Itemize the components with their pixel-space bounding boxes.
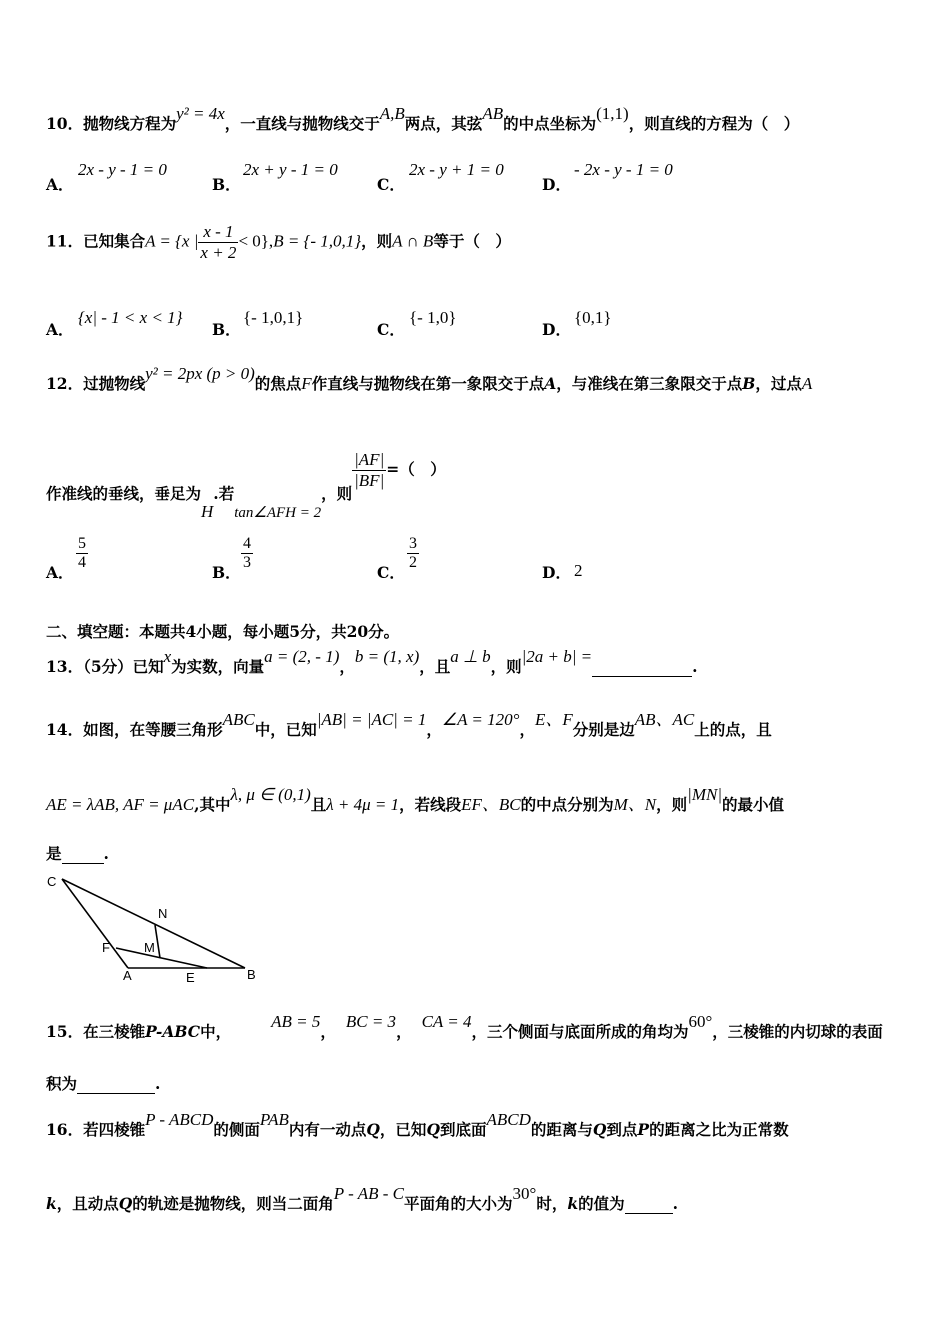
q12-option-b-denominator: 3 xyxy=(243,554,251,571)
q10-stem xyxy=(46,104,800,134)
q13-text: ，则 xyxy=(490,657,522,676)
q11-setA: A = {x | xyxy=(145,231,199,251)
q12-point-b: B xyxy=(742,374,756,393)
q12-point-a: A xyxy=(544,374,557,393)
q13-end: . xyxy=(692,657,698,676)
q16-constant-k: k xyxy=(46,1194,57,1213)
q12-focus: F xyxy=(301,374,312,393)
q12-text: ，则 xyxy=(321,483,353,503)
q12-option-a-label: A． xyxy=(46,563,74,582)
q14-end: . xyxy=(103,844,109,863)
q11-option-c: {- 1,0} xyxy=(409,308,457,327)
q14-triangle: ABC xyxy=(222,710,255,729)
q16-text: ，已知 xyxy=(379,1120,427,1139)
q14-text: 且 xyxy=(310,795,327,814)
q14-midpoints: M、N xyxy=(613,795,657,814)
q12-text: 作直线与抛物线在第一象限交于点 xyxy=(311,374,545,393)
q11-text: ，则 xyxy=(361,231,393,251)
q12-option-a-numerator: 5 xyxy=(78,535,86,552)
q12-text: 作准线的垂线，垂足为 xyxy=(46,483,202,503)
q12-foot-h: H xyxy=(201,501,214,521)
q12-text: ，过点 xyxy=(755,374,802,393)
q12-option-c xyxy=(407,535,419,572)
q16-text: 平面角的大小为 xyxy=(404,1194,513,1213)
q10-text: 两点，其弦 xyxy=(404,114,483,133)
q10-text: ，则直线的方程为（ ） xyxy=(628,114,800,133)
q14-stem-line3 xyxy=(46,842,109,864)
q14-answer-blank[interactable] xyxy=(62,863,104,864)
q13-vector-b: b = (1, x) xyxy=(354,647,420,666)
q14-vector-condition: AE = λAB, AF = μAC xyxy=(46,795,195,814)
q14-condition: |AB| = |AC| = 1 xyxy=(316,710,427,729)
q14-label-e: E xyxy=(186,970,195,985)
q11-option-b-label: B． xyxy=(212,320,241,339)
q16-text: 时， xyxy=(536,1194,568,1213)
q14-label-f: F xyxy=(102,940,110,955)
q14-sides: AB、AC xyxy=(634,710,695,729)
q16-text: 的距离之比为正常数 xyxy=(649,1120,789,1139)
q14-relation: λ + 4μ = 1 xyxy=(326,795,400,814)
q10-equation: y² = 4x xyxy=(176,104,225,123)
q12-text: 的焦点 xyxy=(254,374,302,393)
q16-point-p: P xyxy=(637,1120,650,1139)
q14-text: 的中点分别为 xyxy=(520,795,614,814)
q12-option-c-label: C． xyxy=(377,563,405,582)
q16-point-q: Q xyxy=(592,1120,607,1139)
q16-number: 16．若四棱锥 xyxy=(46,1120,146,1139)
q10-option-b: 2x + y - 1 = 0 xyxy=(243,160,338,179)
q10-option-c: 2x - y + 1 = 0 xyxy=(409,160,504,179)
q11-fraction xyxy=(198,222,238,263)
q13-perpendicular: a ⊥ b xyxy=(450,647,491,666)
q12-text: ，与准线在第三象限交于点 xyxy=(556,374,743,393)
q12-ratio-numerator: |AF| xyxy=(354,450,385,469)
q16-stem xyxy=(46,1110,789,1140)
q10-text: 的中点坐标为 xyxy=(503,114,597,133)
q12-option-d-label: D． xyxy=(542,563,571,582)
q10-number: 10．抛物线方程为 xyxy=(46,114,177,133)
q14-mn-length: |MN| xyxy=(687,785,723,804)
q16-constant-k: k xyxy=(567,1194,579,1213)
q16-text: 的侧面 xyxy=(213,1120,260,1139)
q15-angle: 60° xyxy=(688,1012,713,1031)
q11-setB: B = {- 1,0,1} xyxy=(273,231,362,251)
q11-setA-end: < 0}, xyxy=(238,231,274,251)
q15-end: . xyxy=(155,1074,161,1093)
q16-text: 的距离与 xyxy=(530,1120,593,1139)
q16-pyramid: P - ABCD xyxy=(145,1110,214,1129)
q14-label-a: A xyxy=(123,968,132,983)
q14-text: ,其中 xyxy=(194,795,231,814)
q16-answer-blank[interactable] xyxy=(625,1213,673,1214)
q16-point-q: Q xyxy=(426,1120,440,1139)
q10-option-d: - 2x - y - 1 = 0 xyxy=(574,160,673,179)
q12-option-c-denominator: 2 xyxy=(409,554,417,571)
q10-midpoint: (1,1) xyxy=(596,104,629,123)
q10-option-a: 2x - y - 1 = 0 xyxy=(78,160,167,179)
q15-stem xyxy=(46,1012,883,1042)
q12-stem xyxy=(46,364,813,394)
q16-dihedral: P - AB - C xyxy=(333,1184,404,1203)
q15-text: ，三个侧面与底面所成的角均为 xyxy=(471,1022,689,1041)
q14-label-m: M xyxy=(144,940,155,955)
q11-text: 等于（ ） xyxy=(433,231,511,251)
q12-tan-condition: tan∠AFH = 2 xyxy=(234,504,322,521)
q12-option-d: 2 xyxy=(574,561,583,580)
q12-text: .若 xyxy=(213,483,235,503)
q12-option-b-numerator: 4 xyxy=(243,535,251,552)
q14-text: ， xyxy=(426,720,442,739)
q16-text: 到点 xyxy=(606,1120,638,1139)
q11-frac-denominator: x + 2 xyxy=(200,243,237,262)
q14-number: 14．如图，在等腰三角形 xyxy=(46,720,223,739)
q11-number: 11．已知集合 xyxy=(46,231,146,251)
q16-point-q: Q xyxy=(118,1194,133,1213)
q15-text: ， xyxy=(396,1022,412,1041)
q14-points: E、F xyxy=(534,710,573,729)
q13-number: 13．（5分）已知 xyxy=(46,657,164,676)
q10-option-b-label: B． xyxy=(212,175,241,194)
q15-text: 积为 xyxy=(46,1074,78,1093)
q12-option-b xyxy=(241,535,253,572)
q16-text: 的值为 xyxy=(578,1194,625,1213)
q11-option-d: {0,1} xyxy=(574,308,612,327)
q10-chord: AB xyxy=(482,104,504,123)
q12-ratio-denominator: |BF| xyxy=(354,471,385,490)
q12-option-b-label: B． xyxy=(212,563,241,582)
q15-stem-line2 xyxy=(46,1072,160,1094)
q15-number: 15．在三棱锥 xyxy=(46,1022,146,1041)
q14-label-b: B xyxy=(247,967,256,982)
q13-stem xyxy=(46,647,698,677)
q16-stem-line2 xyxy=(46,1184,679,1214)
q16-text: 到底面 xyxy=(439,1120,487,1139)
q14-label-n: N xyxy=(158,906,168,921)
q10-text: ，一直线与抛物线交于 xyxy=(224,114,380,133)
q10-option-c-label: C． xyxy=(377,175,405,194)
q13-answer-blank[interactable] xyxy=(592,676,692,677)
q14-segment-mn xyxy=(155,925,160,958)
q12-ratio xyxy=(352,450,386,491)
q14-text: 的最小值 xyxy=(722,795,785,814)
q16-text: ，且动点 xyxy=(56,1194,119,1213)
q11-option-c-label: C． xyxy=(377,320,405,339)
q11-stem xyxy=(46,222,511,263)
q13-text: 为实数，向量 xyxy=(171,657,265,676)
q15-ca: CA = 4 xyxy=(421,1012,472,1031)
q12-text: =（ ） xyxy=(386,459,446,479)
q15-ab: AB = 5 xyxy=(271,1012,321,1031)
q11-frac-numerator: x - 1 xyxy=(198,222,238,243)
q15-text: ，三棱锥的内切球的表面 xyxy=(712,1022,883,1041)
q13-text: ， xyxy=(339,657,355,676)
q12-number: 12．过抛物线 xyxy=(46,374,146,393)
q11-intersection: A ∩ B xyxy=(392,231,434,251)
q10-option-d-label: D． xyxy=(542,175,571,194)
q16-end: . xyxy=(672,1194,679,1213)
q10-option-a-label: A． xyxy=(46,175,74,194)
q16-base: ABCD xyxy=(486,1110,531,1129)
q13-expression: |2a + b| = xyxy=(521,647,593,666)
q14-segments: EF、BC xyxy=(461,795,521,814)
q12-option-a-denominator: 4 xyxy=(78,554,86,571)
q14-text: ，则 xyxy=(656,795,688,814)
q14-text: 是 xyxy=(46,844,62,863)
q14-text: 上的点，且 xyxy=(694,720,772,739)
q11-option-a-label: A． xyxy=(46,320,74,339)
q16-text: 的轨迹是抛物线，则当二面角 xyxy=(132,1194,334,1213)
q12-stem-line2 xyxy=(46,450,446,521)
q14-stem xyxy=(46,710,772,740)
q13-text: ，且 xyxy=(419,657,451,676)
q12-equation: y² = 2px (p > 0) xyxy=(145,364,255,383)
q12-option-a xyxy=(76,535,88,572)
q15-bc: BC = 3 xyxy=(345,1012,397,1031)
q14-segment-ef xyxy=(116,948,207,968)
q12-option-c-numerator: 3 xyxy=(409,535,417,552)
q14-text: 中，已知 xyxy=(254,720,317,739)
q14-angle: ∠A = 120° xyxy=(441,710,520,729)
q12-point-a2: A xyxy=(801,374,813,393)
q11-option-a: {x| - 1 < x < 1} xyxy=(78,308,183,327)
section-heading: 二、填空题：本题共4小题，每小题5分，共20分。 xyxy=(46,622,400,641)
q15-answer-blank[interactable] xyxy=(77,1093,155,1094)
q13-vector-a: a = (2, - 1) xyxy=(264,647,340,666)
q14-range: λ, μ ∈ (0,1) xyxy=(230,785,311,804)
q14-triangle-figure xyxy=(40,870,270,985)
q14-text: ，若线段 xyxy=(399,795,462,814)
q13-x: x xyxy=(163,647,172,666)
q16-angle: 30° xyxy=(512,1184,537,1203)
q14-label-c: C xyxy=(47,874,57,889)
q14-side-ca xyxy=(62,879,128,968)
q16-point-q: Q xyxy=(366,1120,380,1139)
q15-text: ， xyxy=(320,1022,336,1041)
q15-tetrahedron: P-ABC xyxy=(145,1022,201,1041)
q16-text: 内有一动点 xyxy=(288,1120,367,1139)
q14-text: 分别是边 xyxy=(572,720,635,739)
q14-stem-line2 xyxy=(46,785,785,815)
q14-text: ， xyxy=(519,720,535,739)
q11-option-b: {- 1,0,1} xyxy=(243,308,304,327)
q10-points: A,B xyxy=(379,104,405,123)
q11-option-d-label: D． xyxy=(542,320,571,339)
q16-face: PAB xyxy=(259,1110,289,1129)
q15-text: 中， xyxy=(200,1022,232,1041)
